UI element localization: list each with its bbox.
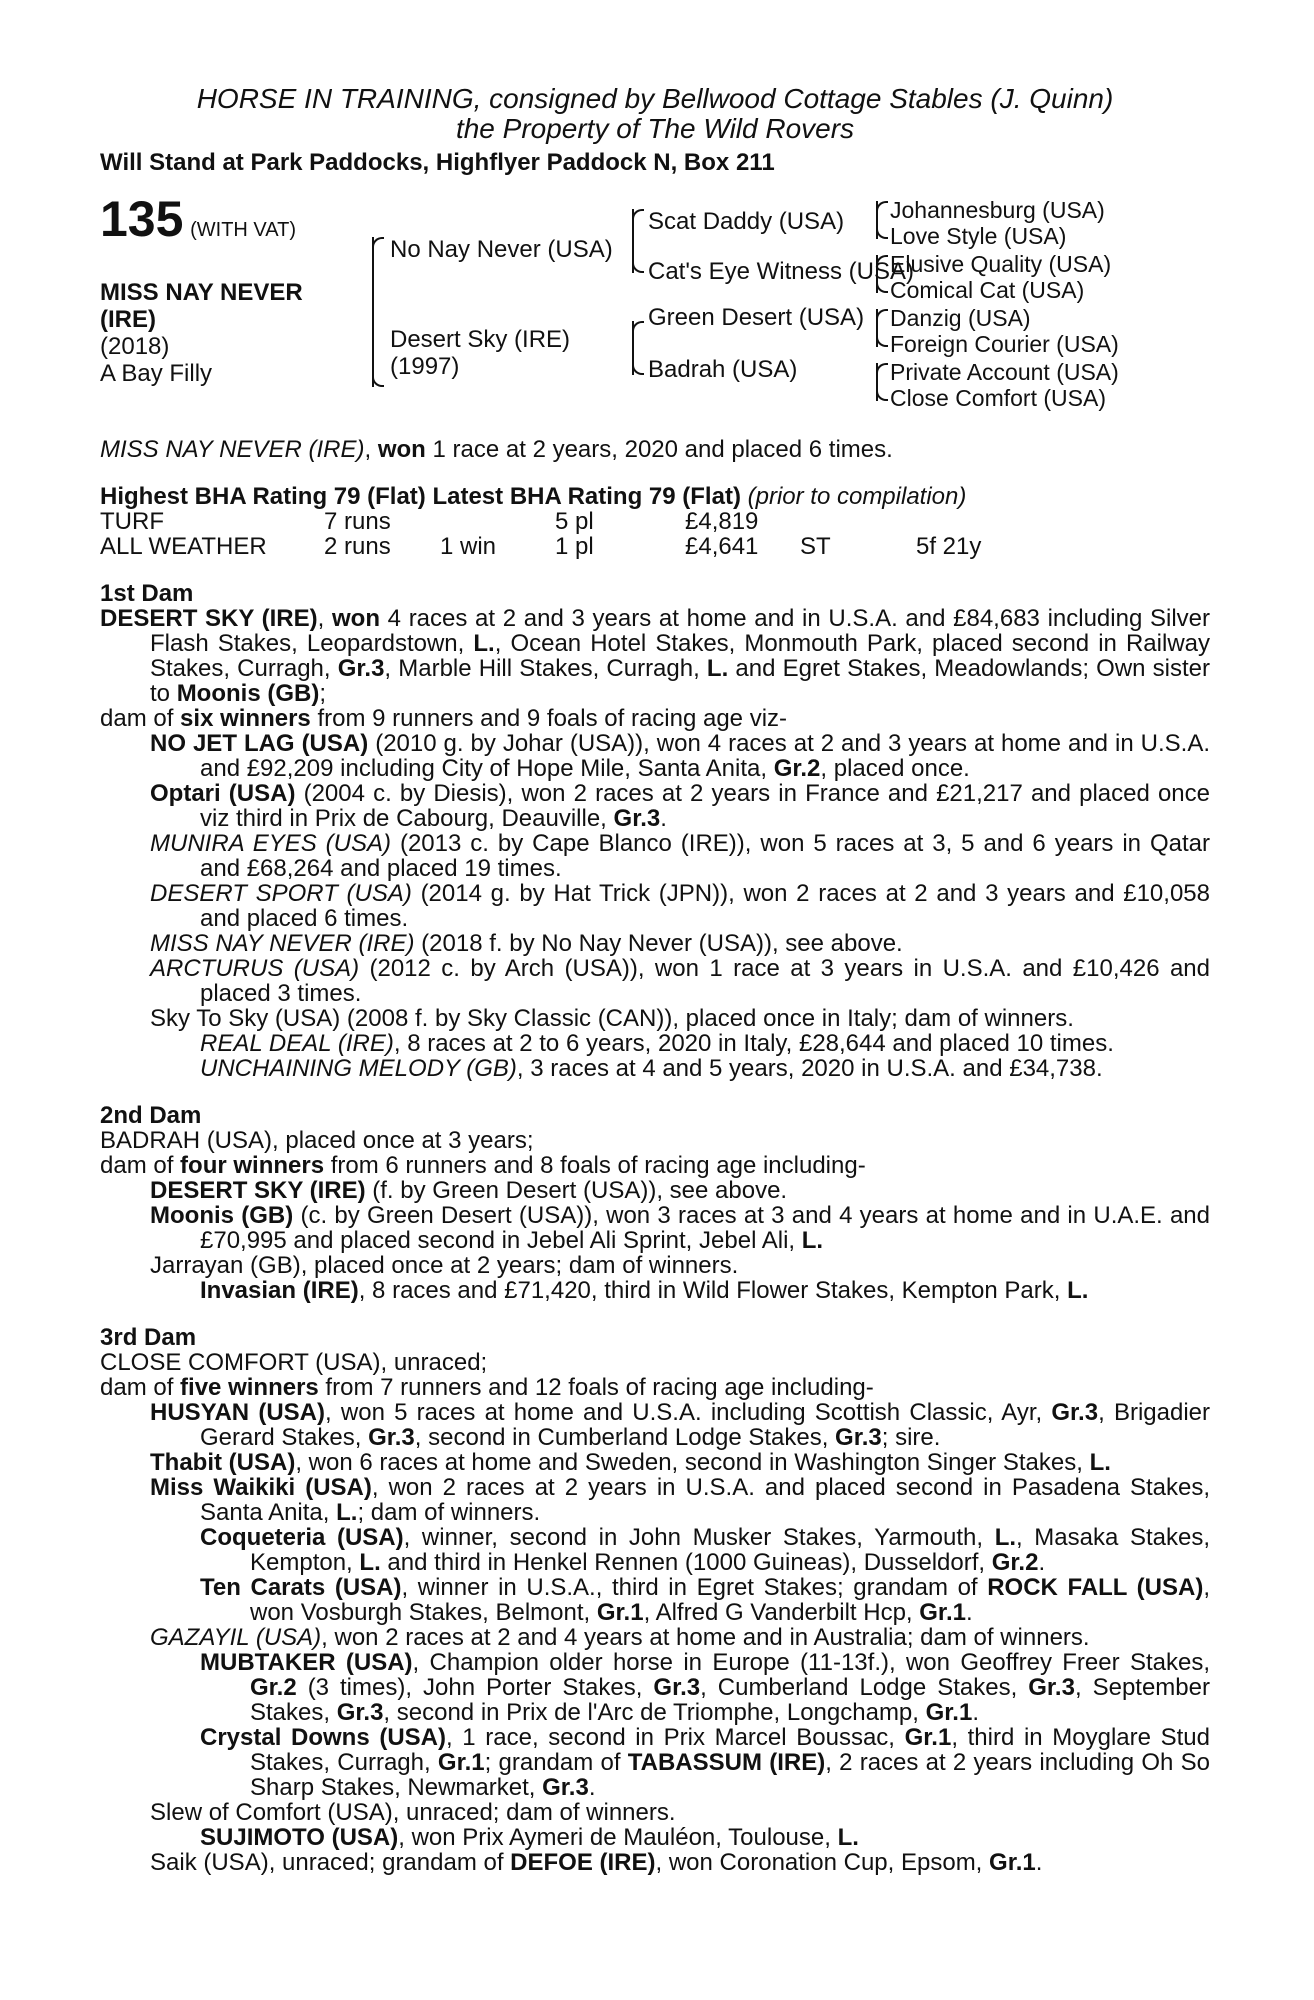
produce-entry: DESERT SPORT (USA) (2014 g. by Hat Trick (JPN)), won 2 races at 2 and 3 years and £10,058 and placed 6 times. [150, 880, 1210, 932]
brace-sd [876, 255, 890, 293]
header-subtitle: the Property of The Wild Rovers [455, 113, 855, 144]
produce-summary: dam of four winners from 6 runners and 8 foals of racing age including- [100, 1152, 866, 1179]
brace-sire [632, 209, 646, 273]
horse-identity [100, 279, 370, 387]
catalogue-page [100, 84, 1210, 1875]
aw-surface: ST [800, 533, 831, 560]
dam: Desert Sky (IRE) [390, 326, 571, 353]
produce-entry: Invasian (IRE), 8 races and £71,420, third in Wild Flower Stakes, Kempton Park, L. [200, 1277, 1089, 1304]
turf-label: TURF [100, 508, 164, 535]
brace-dam [632, 321, 646, 375]
produce-entry: Sky To Sky (USA) (2008 f. by Sky Classic (CAN)), placed once in Italy; dam of winners. [150, 1005, 1074, 1032]
section-heading: 1st Dam [100, 580, 194, 607]
produce-summary: dam of five winners from 7 runners and 12 foals of racing age including- [100, 1374, 874, 1401]
first-dam-section [100, 581, 1210, 1081]
horse-description: A Bay Filly [100, 360, 213, 387]
brace-gen1 [372, 237, 386, 387]
produce-entry: MISS NAY NEVER (IRE) (2018 f. by No Nay Never (USA)), see above. [150, 930, 903, 957]
produce-entry: Jarrayan (GB), placed once at 2 years; dam of winners. [150, 1252, 739, 1279]
section-heading: 3rd Dam [100, 1324, 197, 1351]
dam-year: (1997) [390, 353, 460, 380]
produce-entry: Miss Waikiki (USA), won 2 races at 2 years in U.S.A. and placed second in Pasadena Stakes, Santa Anita, L.; dam of winners. [150, 1474, 1210, 1526]
produce-entry: Crystal Downs (USA), 1 race, second in Prix Marcel Boussac, Gr.1, third in Moyglare Stud Stakes, Curragh, Gr.1; grandam of TABASSUM (IRE), 2 races at 2 years including Oh So Sharp Stakes, Newmarket, Gr.3. [200, 1724, 1211, 1801]
brace-dd [876, 363, 890, 401]
produce-entry: ARCTURUS (USA) (2012 c. by Arch (USA)), won 1 race at 3 years in U.S.A. and £10,426 and placed 3 times. [150, 955, 1210, 1007]
produce-entry: MUNIRA EYES (USA) (2013 c. by Cape Blanco (IRE)), won 5 races at 3, 5 and 6 years in Qatar and £68,264 and placed 19 times. [150, 830, 1210, 882]
produce-entry: Slew of Comfort (USA), unraced; dam of winners. [150, 1799, 676, 1826]
horse-name: MISS NAY NEVER [100, 279, 303, 306]
race-stats [100, 509, 1210, 559]
third-dam-section [100, 1325, 1210, 1875]
sdd: Comical Cat (USA) [890, 277, 1085, 303]
lot-number: 135 (WITH VAT) [100, 191, 297, 247]
pedigree-block [100, 191, 1210, 437]
brace-ss [876, 201, 890, 239]
sire: No Nay Never (USA) [390, 236, 613, 263]
dam-sire: Green Desert (USA) [648, 304, 865, 331]
produce-entry: Coqueteria (USA), winner, second in John Musker Stakes, Yarmouth, L., Masaka Stakes, Kempton, L. and third in Henkel Rennen (1000 Guineas), Dusseldorf, Gr.2. [200, 1524, 1211, 1576]
dam-dam: Badrah (USA) [648, 356, 798, 383]
sds: Elusive Quality (USA) [890, 251, 1112, 277]
produce-entry: NO JET LAG (USA) (2010 g. by Johar (USA)), won 4 races at 2 and 3 years at home and in U.S.A. and £92,209 including City of Hope Mile, Santa Anita, Gr.2, placed once. [150, 730, 1210, 782]
dsd: Foreign Courier (USA) [890, 331, 1119, 357]
brace-ds [876, 309, 890, 347]
stand-location: Will Stand at Park Paddocks, Highflyer Paddock N, Box 211 [100, 149, 775, 176]
produce-entry: MUBTAKER (USA), Champion older horse in Europe (11-13f.), won Geoffrey Freer Stakes, Gr.2 (3 times), John Porter Stakes, Gr.3, Cumberland Lodge Stakes, Gr.3, September Stakes, Gr.3, second in Prix de l'Arc de Triomphe, Longchamp, Gr.1. [200, 1649, 1210, 1726]
horse-year: (2018) [100, 333, 170, 360]
aw-distance: 5f 21y [916, 533, 982, 560]
dam-record: DESERT SKY (IRE), won 4 races at 2 and 3 years at home and in U.S.A. and £84,683 including Silver Flash Stakes, Leopardstown, L., Ocean Hotel Stakes, Monmouth Park, placed second in Railway Stakes, Curragh, Gr.3, Marble Hill Stakes, Curragh, L. and Egret Stakes, Meadowlands; Own sister to Moonis (GB); [100, 605, 1211, 707]
aw-wins: 1 win [440, 533, 497, 560]
produce-entry: GAZAYIL (USA), won 2 races at 2 and 4 years at home and in Australia; dam of winners. [150, 1624, 1090, 1651]
produce-entry: Ten Carats (USA), winner in U.S.A., third in Egret Stakes; grandam of ROCK FALL (USA), won Vosburgh Stakes, Belmont, Gr.1, Alfred G Vanderbilt Hcp, Gr.1. [200, 1574, 1210, 1626]
rating-note: (prior to compilation) [747, 483, 967, 510]
aw-amount: £4,641 [685, 533, 759, 560]
sire-dam: Cat's Eye Witness (USA) [648, 258, 914, 285]
ddd: Close Comfort (USA) [890, 385, 1106, 411]
horse-origin: (IRE) [100, 306, 156, 333]
aw-placed: 1 pl [555, 533, 594, 560]
turf-runs: 7 runs [324, 508, 391, 535]
ssd: Love Style (USA) [890, 223, 1067, 249]
aw-runs: 2 runs [324, 533, 391, 560]
section-heading: 2nd Dam [100, 1102, 202, 1129]
race-summary: MISS NAY NEVER (IRE), won 1 race at 2 years, 2020 and placed 6 times. [100, 436, 893, 463]
turf-placed: 5 pl [555, 508, 594, 535]
dam-record: CLOSE COMFORT (USA), unraced; [100, 1349, 488, 1376]
dss: Danzig (USA) [890, 305, 1031, 331]
produce-entry: DESERT SKY (IRE) (f. by Green Desert (USA)), see above. [150, 1177, 788, 1204]
produce-entry: SUJIMOTO (USA), won Prix Aymeri de Mauléon, Toulouse, L. [200, 1824, 859, 1851]
produce-summary: dam of six winners from 9 runners and 9 foals of racing age viz- [100, 705, 788, 732]
produce-entry: REAL DEAL (IRE), 8 races at 2 to 6 years, 2020 in Italy, £28,644 and placed 10 times. [200, 1030, 1114, 1057]
produce-entry: HUSYAN (USA), won 5 races at home and U.S.A. including Scottish Classic, Ayr, Gr.3, Brigadier Gerard Stakes, Gr.3, second in Cumberland Lodge Stakes, Gr.3; sire. [150, 1399, 1210, 1451]
produce-entry: Saik (USA), unraced; grandam of DEFOE (IRE), won Coronation Cup, Epsom, Gr.1. [150, 1849, 1043, 1876]
dds: Private Account (USA) [890, 359, 1119, 385]
produce-entry: UNCHAINING MELODY (GB), 3 races at 4 and 5 years, 2020 in U.S.A. and £34,738. [200, 1055, 1103, 1082]
sire-sire: Scat Daddy (USA) [648, 208, 845, 235]
header-title: HORSE IN TRAINING, consigned by Bellwood Cottage Stables (J. Quinn) [196, 83, 1114, 114]
rating-section [100, 484, 1210, 559]
aw-label: ALL WEATHER [100, 533, 267, 560]
produce-entry: Moonis (GB) (c. by Green Desert (USA)), won 3 races at 3 and 4 years at home and in U.A.E. and £70,995 and placed second in Jebel Ali Sprint, Jebel Ali, L. [150, 1202, 1211, 1254]
sss: Johannesburg (USA) [890, 197, 1105, 223]
produce-entry: Optari (USA) (2004 c. by Diesis), won 2 races at 2 years in France and £21,217 and placed once viz third in Prix de Cabourg, Deauville, Gr.3. [150, 780, 1210, 832]
produce-entry: Thabit (USA), won 6 races at home and Sweden, second in Washington Singer Stakes, L. [150, 1449, 1111, 1476]
turf-amount: £4,819 [685, 508, 759, 535]
second-dam-section [100, 1103, 1210, 1303]
dam-record: BADRAH (USA), placed once at 3 years; [100, 1127, 534, 1154]
rating-text: Highest BHA Rating 79 (Flat) Latest BHA Rating 79 (Flat) [100, 483, 741, 510]
